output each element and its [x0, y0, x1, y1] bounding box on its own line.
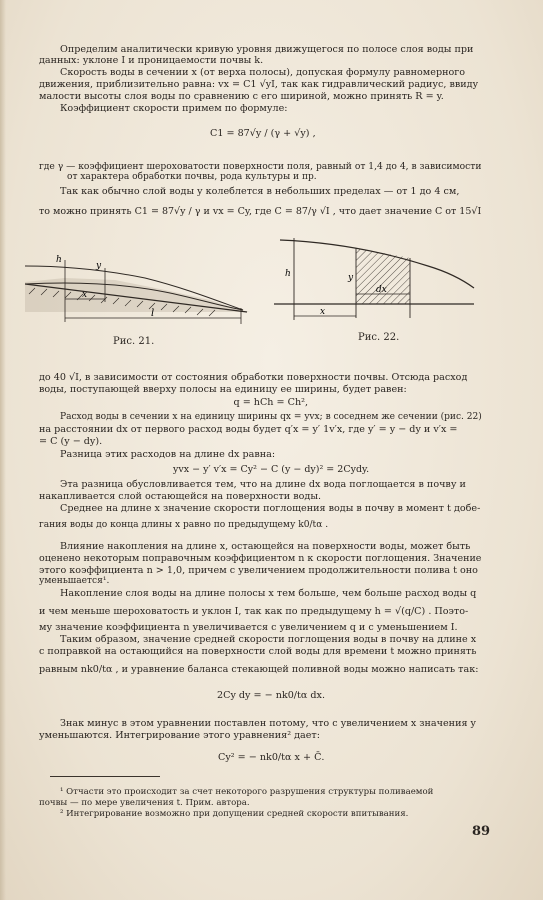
- text-line: от характера обработки почвы, рода культуры и пр.: [67, 172, 317, 182]
- footnote-divider: [50, 776, 160, 777]
- text-line: воды, поступающей вверху полосы на единицу ее ширины, будет равен:: [39, 384, 407, 395]
- text-line: Расход воды в сечении x на единицу ширины qx = yvx; в соседнем же сечении (рис. 22): [60, 412, 482, 422]
- fig21-label-x: x: [82, 290, 88, 300]
- text-line: уменьшается¹.: [39, 576, 110, 586]
- text-line: Накопление слоя воды на длине полосы x тем больше, чем больше расход воды q: [60, 588, 477, 599]
- text-line: с поправкой на остающийся на поверхности слой воды для времени t можно принять: [39, 646, 477, 657]
- fig22-label-h: h: [285, 269, 291, 279]
- text-line: то можно принять C1 = 87√y / γ и vx = Cy, где C = 87/γ √I , что дает значение C от 15√I: [39, 206, 482, 217]
- text-line: оценено некоторым поправочным коэффициентом n к скорости поглощения. Значение: [39, 553, 482, 564]
- text-line: Эта разница обусловливается тем, что на длине dx вода поглощается в почву и: [60, 479, 466, 490]
- equation-line: q = hCh = Ch²,: [233, 397, 309, 408]
- text-line: = C (y − dy).: [39, 436, 103, 447]
- fig21-label-h: h: [56, 255, 62, 265]
- footnote-line: ² Интегрирование возможно при допущении средней скорости впитывания.: [60, 809, 409, 819]
- page-edge-shadow: [0, 0, 6, 900]
- text-line: накапливается слой остающейся на поверхности воды.: [39, 491, 322, 502]
- text-line: Скорость воды в сечении x (от верха полосы), допуская формулу равномерного: [60, 67, 466, 78]
- fig22-label-y: y: [348, 273, 354, 283]
- figure-22: [268, 228, 480, 328]
- fig21-label-y: y: [96, 261, 102, 271]
- text-line: Коэффициент скорости примем по формуле:: [60, 103, 288, 114]
- text-line: Так как обычно слой воды y колеблется в небольших пределах — от 1 до 4 см,: [60, 186, 460, 197]
- equation-line: C1 = 87√y / (γ + √y) ,: [210, 128, 316, 139]
- equation-line: yvx − y′ v′x = Cy² − C (y − dy)² = 2Cydy.: [173, 464, 370, 475]
- text-line: движения, приблизительно равна: vx = C1 √yI, так как гидравлический радиус, ввиду: [39, 79, 479, 90]
- equation-line: 2Cy dy = − nk0/tα dx.: [217, 690, 326, 701]
- footnote-line: ¹ Отчасти это происходит за счет некоторого разрушения структуры поливаемой: [60, 787, 434, 797]
- text-line: му значение коэффициента n увеличивается с увеличением q и с уменьшением I.: [39, 622, 458, 633]
- text-line: гания воды до конца длины x равно по предыдущему k0/tα .: [39, 520, 329, 530]
- text-line: Знак минус в этом уравнении поставлен потому, что с увеличением x значения y: [60, 718, 476, 729]
- text-line: Разница этих расходов на длине dx равна:: [60, 449, 276, 460]
- figure-21: [25, 238, 255, 334]
- text-line: этого коэффициента n > 1,0, причем с увеличением продолжительности полива t оно: [39, 565, 478, 576]
- text-line: данных: уклоне I и проницаемости почвы k.: [39, 55, 264, 66]
- text-line: где γ — коэффициент шероховатости поверхности поля, равный от 1,4 до 4, в зависимости: [39, 161, 482, 172]
- text-line: Среднее на длине x значение скорости поглощения воды в почву в момент t добе-: [60, 503, 481, 514]
- text-line: равным nk0/tα , и уравнение баланса стекающей поливной воды можно написать так:: [39, 664, 479, 675]
- text-line: малости высоты слоя воды по сравнению с его шириной, можно принять R = y.: [39, 91, 444, 102]
- text-line: на расстоянии dx от первого расход воды будет q′x = y′ 1v′x, где y′ = y − dy и v′x =: [39, 424, 458, 435]
- fig22-label-dx: dx: [376, 285, 387, 295]
- page-number: 89: [472, 824, 491, 839]
- fig21-label-l: l: [151, 308, 155, 319]
- fig22-label-x: x: [320, 307, 326, 317]
- text-line: Таким образом, значение средней скорости поглощения воды в почву на длине x: [60, 634, 477, 645]
- fig22-caption: Рис. 22.: [358, 332, 400, 343]
- text-line: уменьшаются. Интегрирование этого уравнения² дает:: [39, 730, 320, 741]
- text-line: Определим аналитически кривую уровня движущегося по полосе слоя воды при: [60, 44, 474, 55]
- text-line: до 40 √I, в зависимости от состояния обработки поверхности почвы. Отсюда расход: [39, 372, 468, 383]
- text-line: и чем меньше шероховатость и уклон I, так как по предыдущему h = √(q/C) . Поэто-: [39, 606, 469, 617]
- fig21-caption: Рис. 21.: [113, 336, 155, 347]
- equation-line: Cy² = − nk0/tα x + C̄.: [218, 752, 325, 763]
- text-line: Влияние накопления на длине x, остающейся на поверхности воды, может быть: [60, 541, 471, 552]
- footnote-line: почвы — по мере увеличения t. Прим. автора.: [39, 798, 250, 808]
